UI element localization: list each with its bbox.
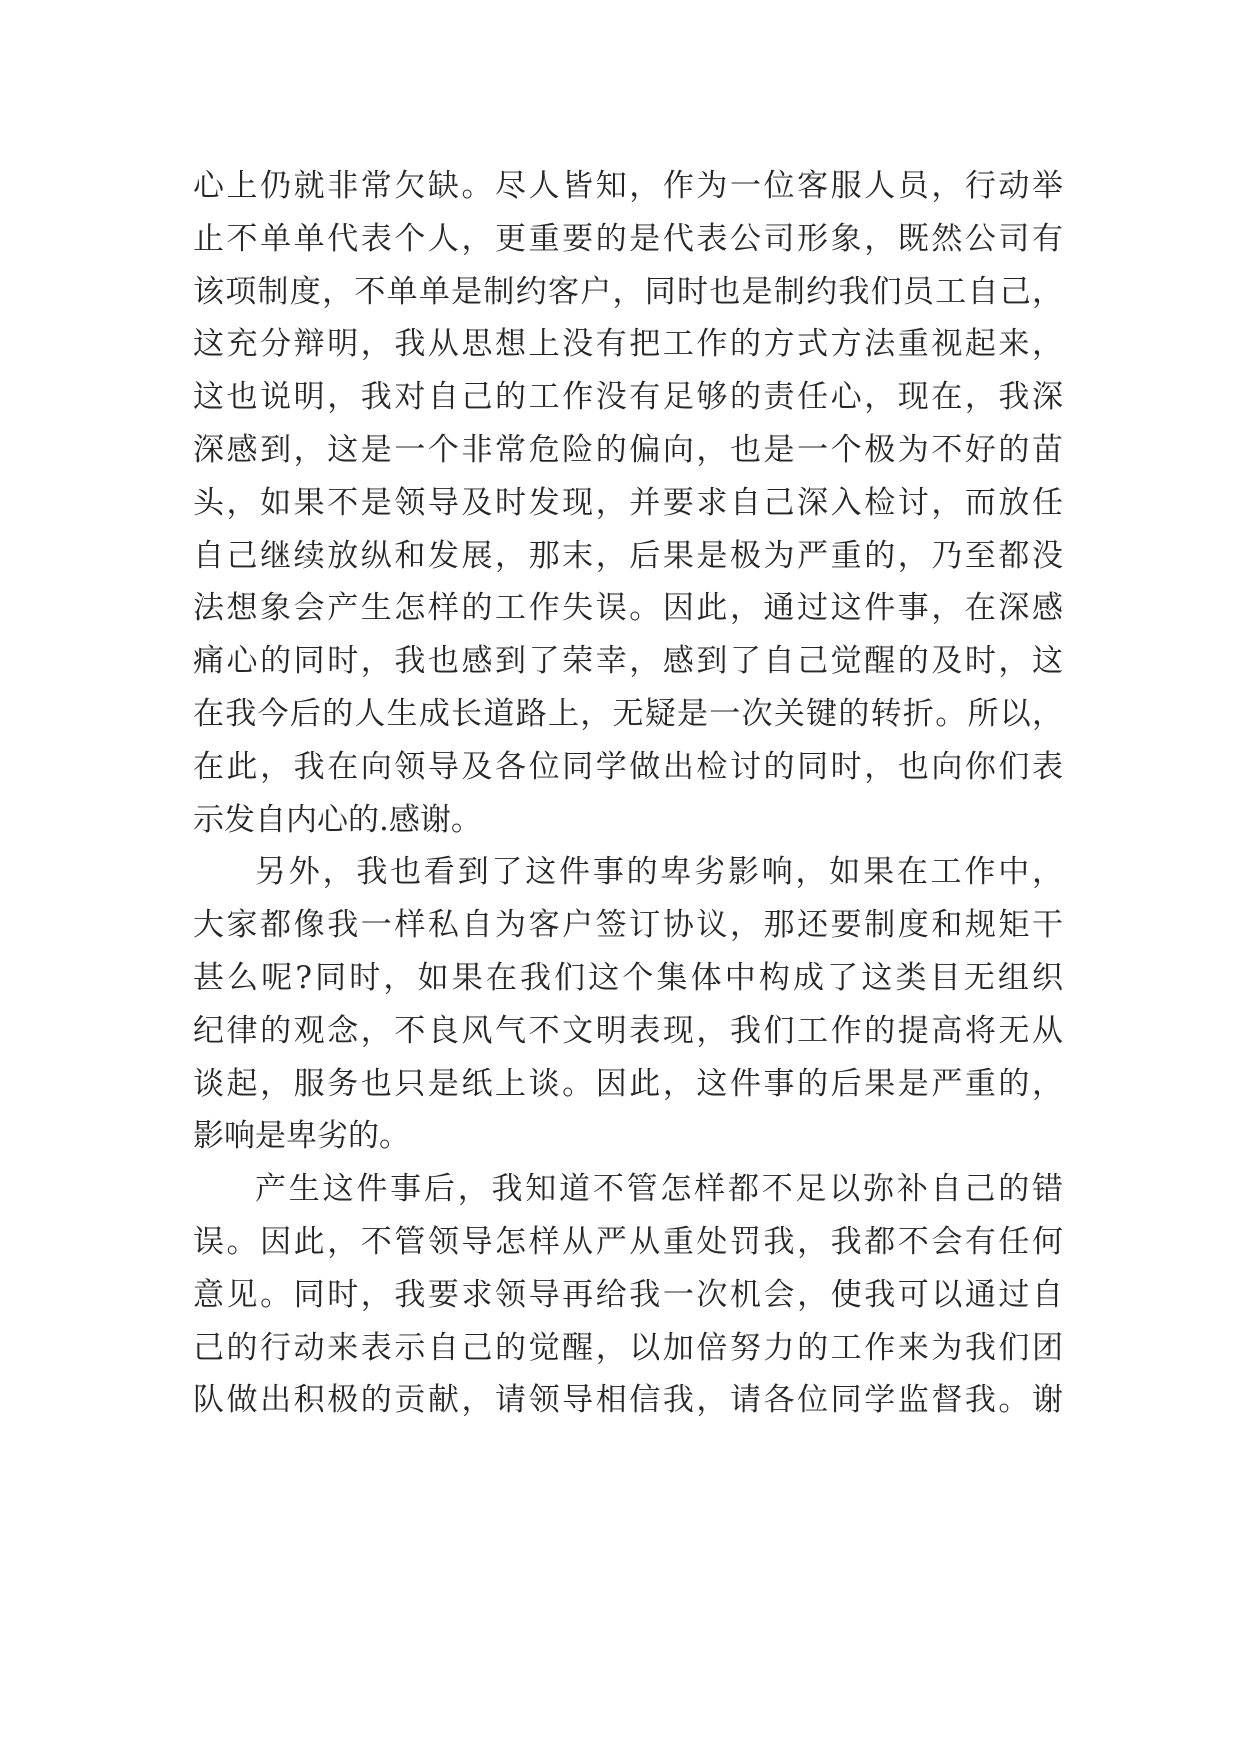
text-line: 己的行动来表示自己的觉醒，以加倍努力的工作来为我们团 — [193, 1329, 1063, 1366]
text-line: 谈起，服务也只是纸上谈。因此，这件事的后果是严重的， — [193, 1065, 1063, 1102]
text-line: 这也说明，我对自己的工作没有足够的责任心，现在，我深 — [193, 379, 1063, 416]
text-line: 产生这件事后，我知道不管怎样都不足以弥补自己的错 — [255, 1171, 1063, 1208]
text-line: 止不单单代表个人，更重要的是代表公司形象，既然公司有 — [193, 220, 1063, 257]
text-line: 另外，我也看到了这件事的卑劣影响，如果在工作中， — [255, 854, 1063, 891]
text-line: 在我今后的人生成长道路上，无疑是一次关键的转折。所以， — [193, 695, 1063, 732]
paragraph-2 — [193, 846, 1063, 1163]
text-line: 法想象会产生怎样的工作失误。因此，通过这件事，在深感 — [193, 590, 1063, 627]
text-line: 示发自内心的.感谢。 — [193, 801, 482, 838]
text-line: 队做出积极的贡献，请领导相信我，请各位同学监督我。谢 — [193, 1382, 1063, 1419]
text-line: 意见。同时，我要求领导再给我一次机会，使我可以通过自 — [193, 1276, 1063, 1313]
text-line: 自己继续放纵和发展，那末，后果是极为严重的，乃至都没 — [193, 537, 1063, 574]
text-line: 痛心的同时，我也感到了荣幸，感到了自己觉醒的及时，这 — [193, 643, 1063, 680]
document-body — [193, 160, 1063, 1427]
text-line: 甚么呢?同时，如果在我们这个集体中构成了这类目无组织 — [193, 959, 1063, 996]
text-line: 影响是卑劣的。 — [193, 1118, 410, 1155]
paragraph-1 — [193, 160, 1063, 846]
text-line: 该项制度，不单单是制约客户，同时也是制约我们员工自己， — [193, 273, 1063, 310]
text-line: 心上仍就非常欠缺。尽人皆知，作为一位客服人员，行动举 — [193, 168, 1063, 204]
text-line: 在此，我在向领导及各位同学做出检讨的同时，也向你们表 — [193, 748, 1063, 785]
text-line: 大家都像我一样私自为客户签订协议，那还要制度和规矩干 — [193, 907, 1063, 944]
text-line: 纪律的观念，不良风气不文明表现，我们工作的提高将无从 — [193, 1012, 1063, 1049]
text-line: 误。因此，不管领导怎样从严从重处罚我，我都不会有任何 — [193, 1223, 1063, 1260]
text-line: 头，如果不是领导及时发现，并要求自己深入检讨，而放任 — [193, 484, 1063, 521]
paragraph-3 — [193, 1163, 1063, 1427]
text-line: 深感到，这是一个非常危险的偏向，也是一个极为不好的苗 — [193, 431, 1063, 468]
text-line: 这充分辩明，我从思想上没有把工作的方式方法重视起来， — [193, 326, 1063, 363]
